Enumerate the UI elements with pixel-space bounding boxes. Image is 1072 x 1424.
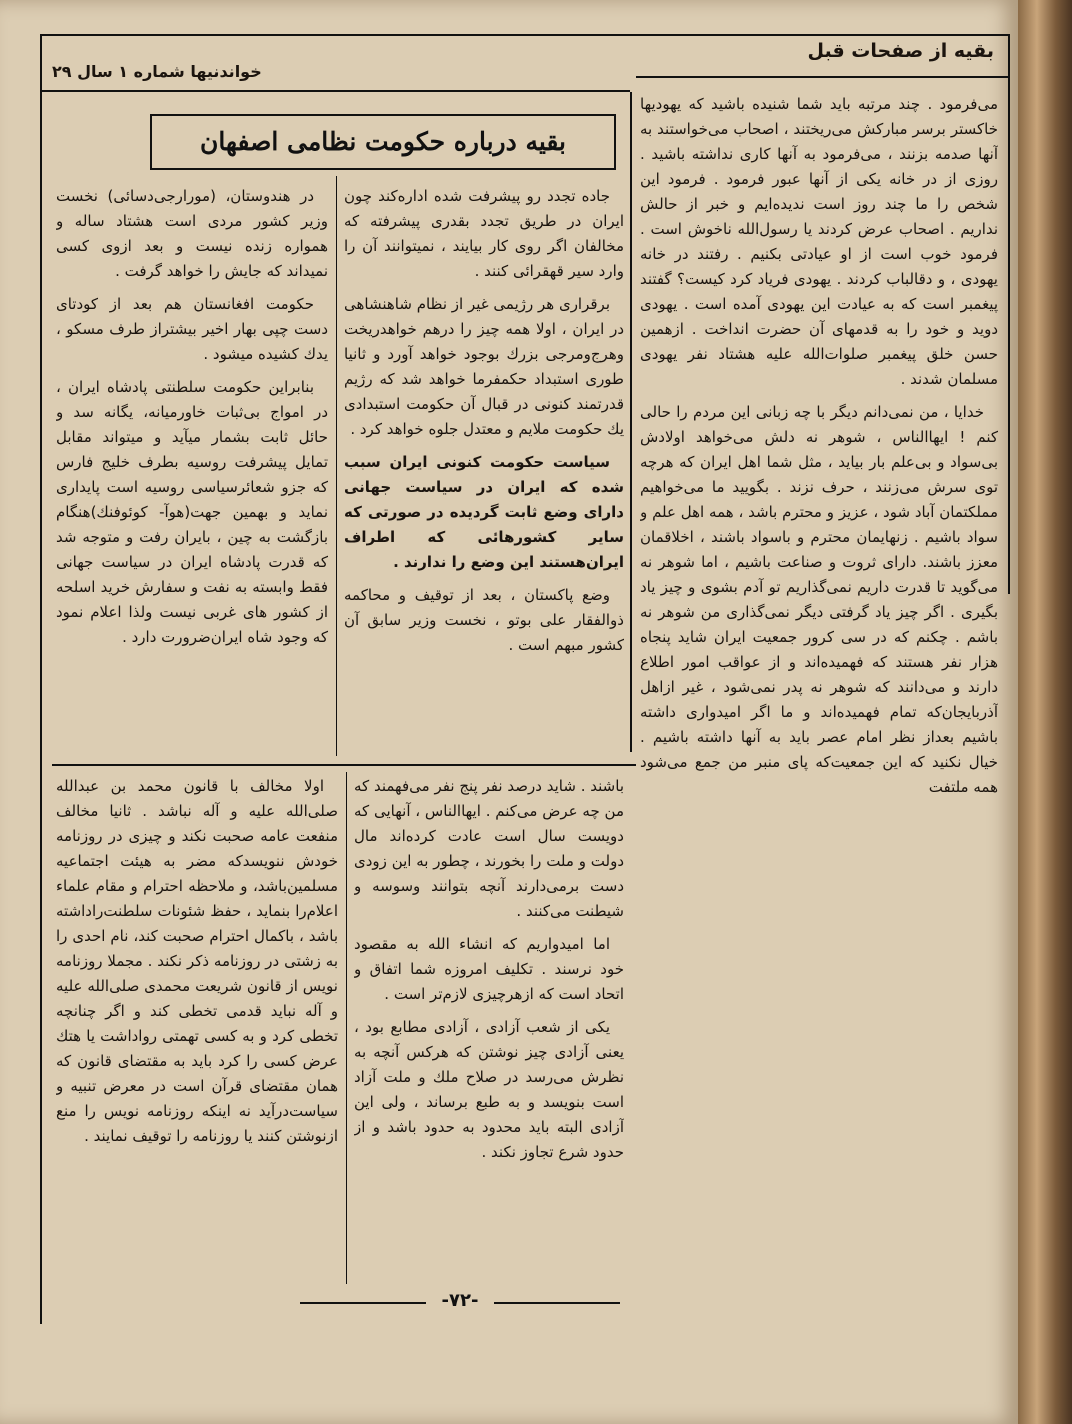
page-number-block [300, 1290, 620, 1316]
book-edge [1018, 0, 1072, 1424]
paragraph: حکومت افغانستان هم بعد از کودتای دست چپی بهار اخیر بیشتراز طرف مسکو ، یدك کشیده میشود . [56, 295, 328, 363]
frame-top [40, 34, 1010, 36]
article-column-right [344, 184, 624, 754]
header-rule [40, 90, 630, 92]
continued-label: بقیه از صفحات قبل [807, 40, 994, 62]
header-rule-right [636, 76, 1008, 78]
paragraph: اما امیدواریم که انشاء الله به مقصود خود نرسند . تکلیف امروزه شما اتفاق و اتحاد است که ازهرچیزی لازم‌تر است . [354, 935, 624, 1003]
paragraph: جاده تجدد رو پیشرفت شده اداره‌کند چون ایران در طریق تجدد بقدری پیشرفته که مخالفان اگر روی کار بیایند ، نمیتوانند آن را وارد سیر قهقرائی کنند . [344, 187, 624, 280]
paragraph: باشند . شاید درصد نفر پنج نفر می‌فهمند که من چه عرض می‌کنم . ایهاالناس ، آنهایی که دویست سال است عادت کرده‌اند مال دولت و ملت را بخورند ، چطور به این زودی دست برمی‌دارند آنچه بتوانند وسوسه و شیطنت می‌کنند . [354, 777, 624, 920]
frame-left [40, 34, 42, 1324]
page-number-rule-left [300, 1302, 426, 1304]
upper-column-divider [336, 176, 337, 756]
paragraph: اولا مخالف با قانون محمد بن عبدالله صلی‌الله علیه و آله نباشد . ثانیا مخالف منفعت عامه صحبت نکند و چیزی در روزنامه خودش ننویسدکه مضر به هیئت اجتماعیه مسلمین‌باشد، و ملاحظه احترام و مقام علماء اعلام‌را بنماید ، حفظ شئونات سلطنت‌راداشته باشد ، باکمال احترام صحبت کند، نام احدی را به زشتی در روزنامه ذکر نکند . مجملا روزنامه نویس از قانون شریعت محمدی صلی‌الله علیه و آله نباید قدمی تخطی کند و اگر چنانچه تخطی کرد و به کسی تهمتی رواداشت یا هتك عرض کسی را کرد باید به مقتضای قانون که همان مقتضای قرآن است در معرض تنبیه و سیاست‌درآید نه اینکه روزنامه نویس را منع ازنوشتن کنند یا روزنامه را توقیف نمایند . [56, 777, 338, 1145]
middle-divider [52, 764, 636, 766]
lower-column-divider [346, 772, 347, 1284]
paragraph: برقراری هر رژیمی غیر از نظام شاهنشاهی در ایران ، اولا همه چیز را درهم خواهدریخت وهرج‌ومرجی بزرك بوجود خواهد آورد و ثانیا طوری استبداد حکمفرما خواهد شد که رژیم قدرتمند کنونی در قبال آن حکومت استبدادی یك حکومت ملایم و معتدل جلوه خواهد کرد . [344, 295, 624, 438]
paragraph: بنابراین حکومت سلطنتی پادشاه ایران ، در امواج بی‌ثبات خاورمیانه، یگانه سد و حائل ثابت بشمار میآید و میتواند مقابل تمایل پیشرفت روسیه بطرف خلیج فارس که جزو شعائرسیاسی روسیه است پایداری نماید و بهمین جهت(هوآ- کوئوفنك)هنگام بازگشت به چین ، بایران رفت و متوجه شد که قدرت پادشاه ایران در سیاست جهانی فقط وابسته به نفت و سفارش خرید اسلحه از کشور های غربی نیست ولذا اعلام نمود که وجود شاه ایران‌ضرورت دارد . [56, 378, 328, 646]
article-column-left [56, 184, 328, 754]
paragraph: خدایا ، من نمی‌دانم دیگر با چه زبانی این مردم را حالی کنم ! ایهاالناس ، شوهر نه دلش می‌خواهد اولادش بی‌سواد و بی‌علم بار بیاید ، مثل شما اهل ایران که هرچه توی سرش می‌زنند ، حرف نزند . بگویید ما می‌خواهیم مملکتمان آباد شود ، عزیز و محترم باشد ، همه اهل علم و سواد باشیم . زنهایمان محترم و باسواد باشند ، اخلاقمان معزز باشند. دارای ثروت و صناعت باشیم ، اما شوهر نه می‌گوید تا قدرت داریم نمی‌گذاریم تو آدم بشوی و چیز یاد بگیری . اگر چیز یاد گرفتی دیگر نمی‌گذاری من شوهر نه باشم . چکنم که در سی کرور جمعیت ایران شاید پنجاه هزار نفر هستند که فهمیده‌اند و از عواقب امور اطلاع دارند و می‌دانند که شوهر نه پدر نمی‌شود ، غیر ازاهل آذربایجان‌که تمام فهمیده‌اند و ما اگر امیدواری داشته باشیم بعداز نظر امام عصر باید به آنها داشته باشیم . خیال نکنید که این جمعیت‌که پای منبر من جمع می‌شود همه ملتفت [640, 403, 998, 796]
article-title: بقیه درباره حکومت نظامی اصفهان [150, 114, 616, 170]
paragraph: یکی از شعب آزادی ، آزادی مطابع بود ، یعنی آزادی چیز نوشتن که هرکس آنچه به نظرش می‌رسد در صلاح ملك و ملت آزاد است بنویسد و به طبع برساند ، ولی این آزادی البته باید محدود به حدود باشد و از حدود شرع تجاوز نکند . [354, 1018, 624, 1161]
paragraph: می‌فرمود . چند مرتبه باید شما شنیده باشید که یهودیها خاکستر برسر مبارکش می‌ریختند ، اصحاب می‌خواستند به آنها صدمه بزنند ، می‌فرمود به آنها کاری نداشته باشید . روزی از در خانه یکی از آنها عبور فرمود . فرمود این شخص را ما چند روز است ندیده‌ایم و خبر از حالش نداریم . اصحاب عرض کردند یا رسول‌الله ناخوش است . فرمود خوب است از او عیادتی بکنیم . رفتند در خانه یهودی ، و دقالباب کردند . یهودی فریاد کرد کیست؟ گفتند پیغمبر است که به عیادت این یهودی آمده است . یهودی دوید و خود را به قدمهای آن حضرت انداخت . ازهمین حسن خلق پیغمبر صلوات‌الله علیه هشتاد نفر یهودی مسلمان شدند . [640, 95, 998, 388]
page-number-rule-right [494, 1302, 620, 1304]
page-number: -۷۲- [441, 1290, 479, 1311]
lower-column-middle [354, 774, 624, 1286]
paragraph: وضع پاکستان ، بعد از توقیف و محاکمه ذوالفقار علی بوتو ، نخست وزیر سابق آن کشور مبهم است . [344, 586, 624, 654]
lower-column-left [56, 774, 338, 1286]
frame-right [1008, 34, 1010, 594]
sidebar-divider [630, 92, 632, 752]
sidebar-column [640, 92, 998, 1292]
paragraph: سیاست حکومت کنونی ایران سبب شده که ایران در سیاست جهانی دارای وضع ثابت گردیده در صورتی که سایر کشورهائی که اطراف ایران‌هستند این وضع را ندارند . [344, 453, 624, 571]
magazine-issue-label: خواندنیها شماره ۱ سال ۲۹ [52, 62, 262, 81]
paragraph: در هندوستان، (مورارجی‌دسائی) نخست وزیر کشور مردی است هشتاد ساله و همواره زنده نیست و بعد ازوی کسی نمیداند که جایش را خواهد گرفت . [56, 187, 328, 280]
